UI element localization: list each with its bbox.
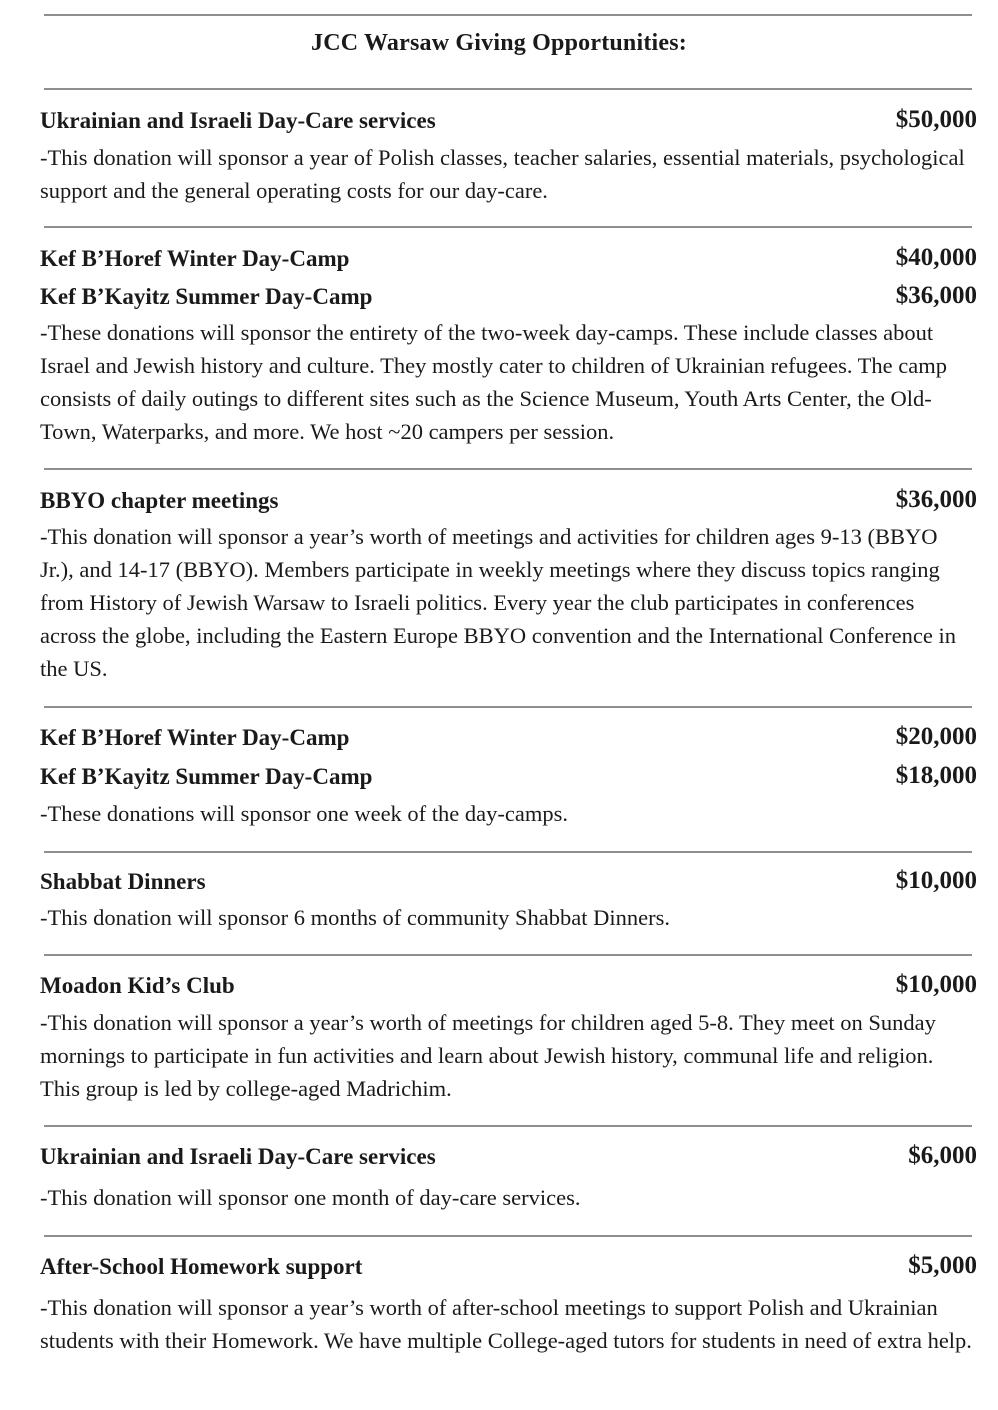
item-description: -These donations will sponsor the entirety of the two-week day-camps. These include classes about Israel and Jewish history and culture. They mostly cater to children of Ukrainian refugees. The camp consists of daily outings to different sites such as the Science Museum, Youth Arts Center, the Old-Town, Waterparks, and more. We host ~20 campers per session.: [40, 320, 947, 444]
giving-item: [40, 869, 977, 899]
item-name: Kef B’Kayitz Summer Day-Camp: [40, 284, 373, 309]
giving-item: [40, 1254, 977, 1284]
giving-item: [40, 488, 977, 518]
item-amount: $5,000: [908, 1252, 977, 1279]
item-amount: $18,000: [895, 762, 977, 789]
item-name: Kef B’Kayitz Summer Day-Camp: [40, 764, 373, 789]
item-name: Ukrainian and Israeli Day-Care services: [40, 1144, 436, 1169]
item-name: Shabbat Dinners: [40, 869, 206, 894]
divider: [44, 851, 972, 853]
divider: [44, 226, 972, 228]
giving-item: [40, 246, 977, 276]
item-description: -This donation will sponsor a year’s worth of meetings and activities for children ages 9-13 (BBYO Jr.), and 14-17 (BBYO). Members participate in weekly meetings where they discuss topics ranging from History of Jewish Warsaw to Israeli politics. Every year the club participates in conferences across the globe, including the Eastern Europe BBYO convention and the International Conference in the US.: [40, 524, 956, 681]
item-amount: $40,000: [895, 244, 977, 271]
item-description: -These donations will sponsor one week of the day-camps.: [40, 801, 568, 826]
divider: [44, 468, 972, 470]
item-amount: $20,000: [895, 723, 977, 750]
giving-item: [40, 108, 977, 138]
divider: [44, 954, 972, 956]
item-name: Kef B’Horef Winter Day-Camp: [40, 725, 350, 750]
giving-item: [40, 1144, 977, 1174]
item-amount: $36,000: [895, 282, 977, 309]
item-name: After-School Homework support: [40, 1254, 363, 1279]
item-name: BBYO chapter meetings: [40, 488, 279, 513]
divider: [44, 88, 972, 90]
item-name: Ukrainian and Israeli Day-Care services: [40, 108, 436, 133]
divider: [44, 706, 972, 708]
item-description: -This donation will sponsor 6 months of community Shabbat Dinners.: [40, 905, 670, 930]
giving-item: [40, 284, 977, 314]
item-amount: $50,000: [895, 106, 977, 133]
item-amount: $6,000: [908, 1142, 977, 1169]
divider: [44, 14, 972, 16]
item-amount: $10,000: [895, 867, 977, 894]
divider: [44, 1235, 972, 1237]
item-description: -This donation will sponsor one month of day-care services.: [40, 1185, 581, 1210]
giving-item: [40, 725, 977, 755]
giving-item: [40, 764, 977, 794]
item-name: Kef B’Horef Winter Day-Camp: [40, 246, 350, 271]
item-description: -This donation will sponsor a year’s worth of after-school meetings to support Polish and Ukrainian students with their Homework. We have multiple College-aged tutors for students in need of extra help.: [40, 1295, 972, 1353]
page-title: JCC Warsaw Giving Opportunities:: [311, 30, 687, 56]
item-amount: $10,000: [895, 971, 977, 998]
item-name: Moadon Kid’s Club: [40, 973, 235, 998]
divider: [44, 1125, 972, 1127]
item-amount: $36,000: [895, 486, 977, 513]
item-description: -This donation will sponsor a year’s worth of meetings for children aged 5-8. They meet on Sunday mornings to participate in fun activities and learn about Jewish history, communal life and religion. This group is led by college-aged Madrichim.: [40, 1010, 936, 1101]
item-description: -This donation will sponsor a year of Polish classes, teacher salaries, essential materials, psychological support and the general operating costs for our day-care.: [40, 145, 965, 203]
giving-item: [40, 973, 977, 1003]
